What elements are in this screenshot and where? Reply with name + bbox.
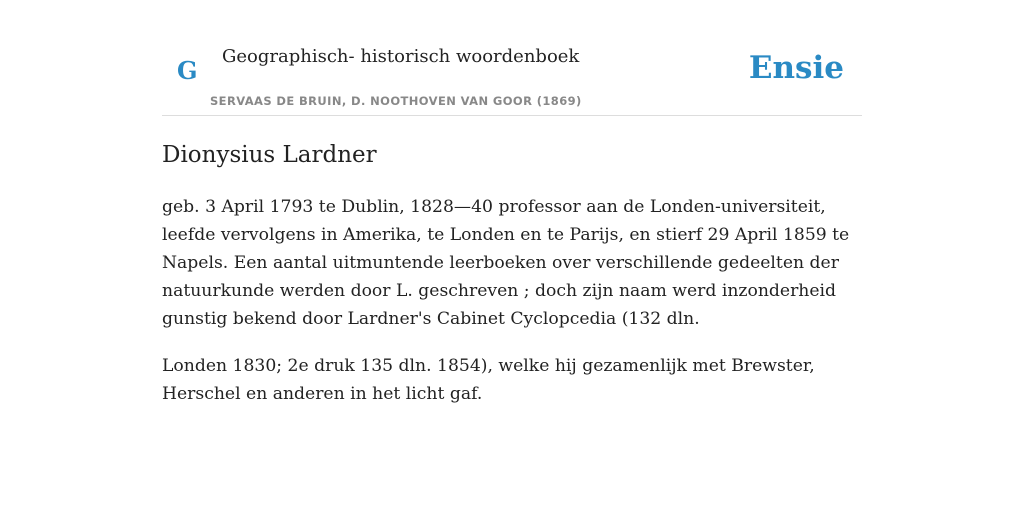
entry-paragraph: geb. 3 April 1793 te Dublin, 1828—40 professor aan de Londen-universiteit, leefde vervolgens in Amerika, te Londen en te Parijs, en stierf 29 April 1859 te Napels. Een aantal uitmuntende leerboeken over verschillende gedeelten der natuurkunde werden door L. geschreven ; doch zijn naam werd inzonderheid gunstig bekend door Lardner's Cabinet Cyclopcedia (132 dln.	[162, 197, 850, 329]
book-authors: SERVAAS DE BRUIN, D. NOOTHOVEN VAN GOOR (1869)	[210, 94, 582, 108]
ensie-logo[interactable]: Ensie	[748, 50, 844, 86]
page	[162, 0, 862, 408]
entry-title: Dionysius Lardner	[162, 142, 377, 168]
book-title[interactable]: Geographisch- historisch woordenboek	[222, 46, 580, 67]
book-header	[162, 44, 862, 116]
entry-paragraph: Londen 1830; 2e druk 135 dln. 1854), welke hij gezamenlijk met Brewster, Herschel en anderen in het licht gaf.	[162, 356, 815, 404]
book-initial-icon[interactable]: G	[177, 56, 198, 85]
entry-body	[162, 193, 862, 408]
